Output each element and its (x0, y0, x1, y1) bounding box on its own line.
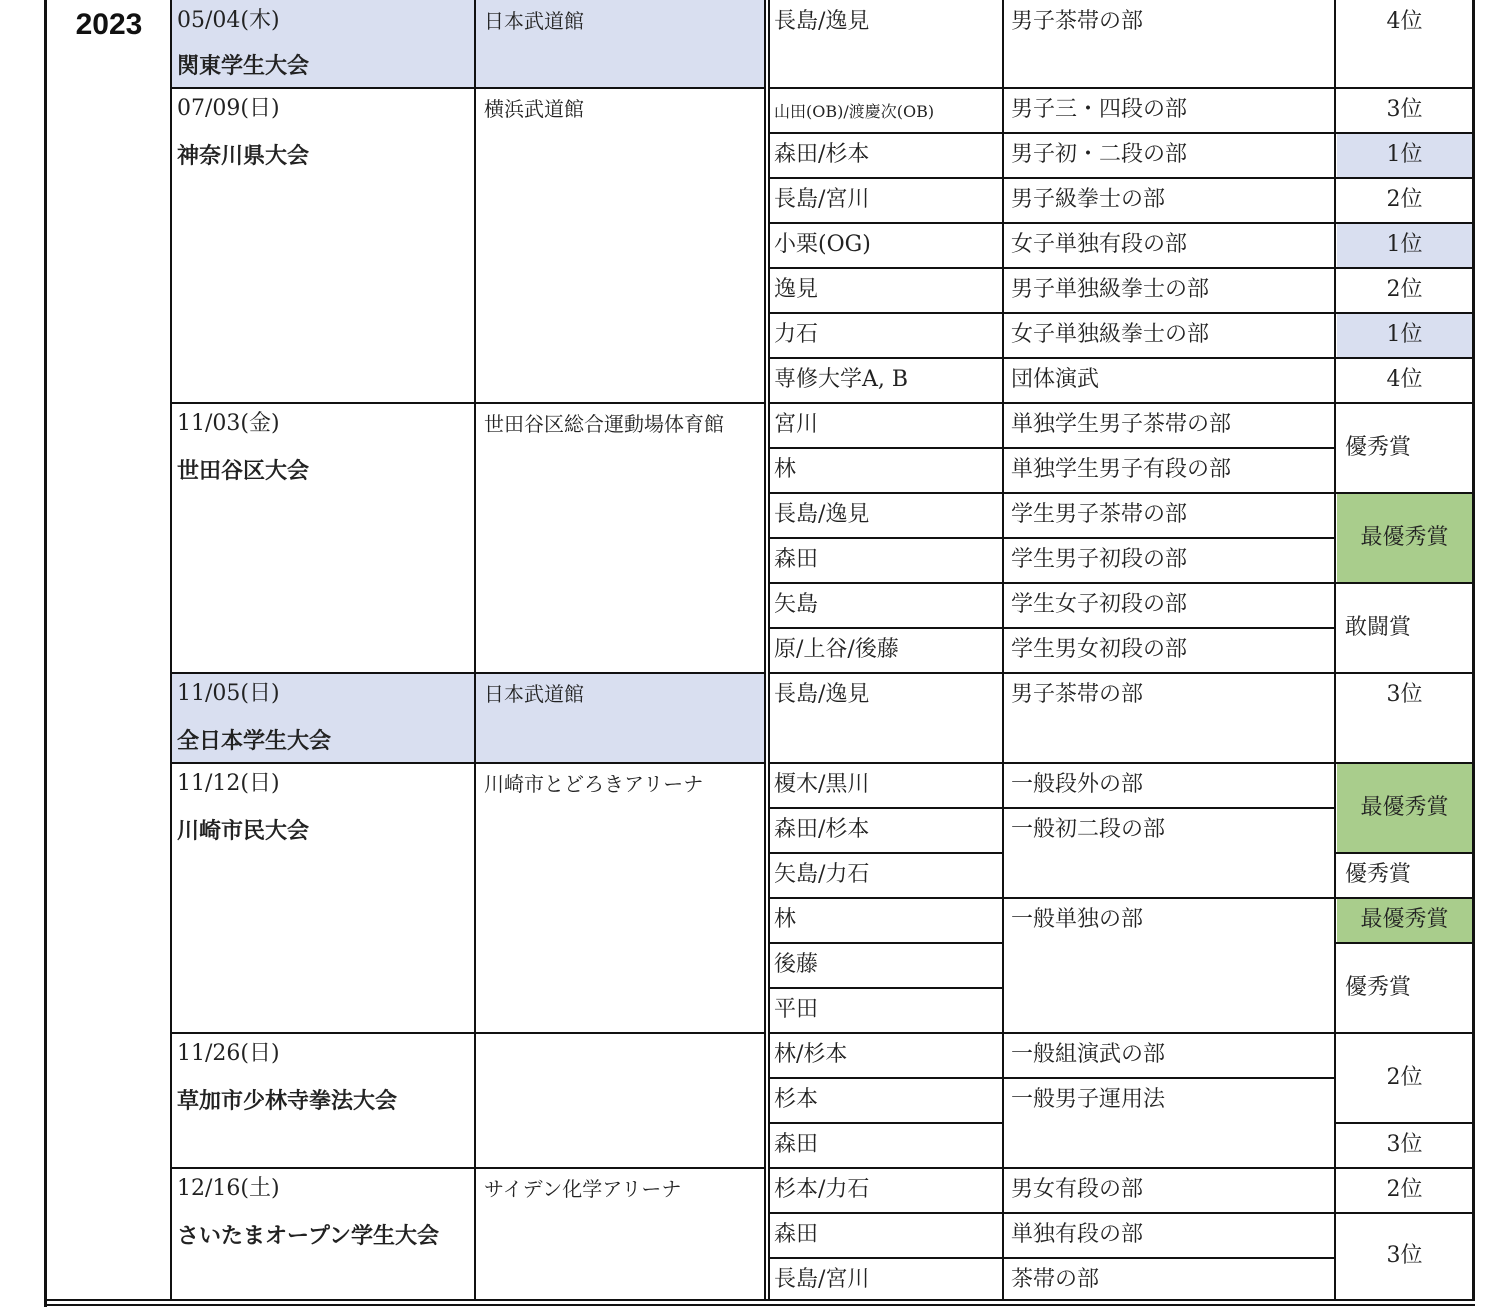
entry-members: 力石 (774, 322, 819, 347)
event-venue: 日本武道館 (476, 673, 765, 762)
grid-line (1004, 762, 1335, 764)
entry-division: 男子茶帯の部 (1011, 9, 1144, 34)
grid-line (171, 87, 766, 89)
entry-division: 茶帯の部 (1011, 1267, 1100, 1292)
entry-result: 敢闘賞 (1345, 614, 1412, 640)
grid-line (1336, 402, 1473, 404)
grid-line (1004, 1257, 1335, 1259)
entry-result: 1位 (1337, 133, 1472, 177)
entry-result: 2位 (1386, 187, 1423, 212)
event-name: 神奈川県大会 (177, 144, 310, 169)
entry-members: 平田 (774, 997, 819, 1022)
event-name: 川崎市民大会 (177, 819, 310, 844)
entry-members: 宮川 (774, 412, 819, 437)
entry-members: 森田/杉本 (774, 142, 870, 167)
entry-division: 一般男子運用法 (1011, 1087, 1166, 1112)
grid-line (1004, 177, 1335, 179)
grid-line (171, 402, 766, 404)
grid-line (1004, 402, 1335, 404)
grid-line (1336, 762, 1473, 764)
grid-line (770, 762, 1003, 764)
grid-line (770, 222, 1003, 224)
entry-result: 4位 (1386, 367, 1423, 392)
grid-line (1334, 0, 1336, 1300)
entry-result: 3位 (1386, 682, 1423, 707)
entry-division: 女子単独級拳士の部 (1011, 322, 1210, 347)
entry-result: 最優秀賞 (1337, 898, 1472, 942)
entry-members: 林/杉本 (774, 1042, 848, 1067)
grid-line (44, 1304, 1475, 1306)
grid-line (1004, 672, 1335, 674)
grid-line (1004, 1032, 1335, 1034)
entry-division: 女子単独有段の部 (1011, 232, 1188, 257)
grid-line (1336, 1167, 1473, 1169)
grid-line (474, 0, 476, 1300)
grid-line (1004, 267, 1335, 269)
grid-line (1004, 312, 1335, 314)
grid-line (768, 0, 770, 1300)
entry-division: 一般単独の部 (1011, 907, 1144, 932)
event-name: さいたまオープン学生大会 (177, 1224, 440, 1249)
year-label: 2023 (75, 8, 143, 41)
entry-members: 長島/逸見 (774, 502, 870, 527)
grid-line (1336, 672, 1473, 674)
entry-members: 榎木/黒川 (774, 772, 870, 797)
entry-division: 学生男子茶帯の部 (1011, 502, 1188, 527)
grid-line (171, 762, 766, 764)
entry-division: 男子単独級拳士の部 (1011, 277, 1210, 302)
grid-line (770, 942, 1003, 944)
grid-line (770, 1167, 1003, 1169)
entry-members: 矢島/力石 (774, 862, 870, 887)
event-venue: 世田谷区総合運動場体育館 (484, 412, 724, 436)
entry-result: 2位 (1386, 277, 1423, 302)
grid-line (1004, 807, 1335, 809)
grid-line (1004, 132, 1335, 134)
entry-result: 3位 (1386, 1243, 1423, 1268)
entry-members: 小栗(OG) (774, 232, 871, 257)
grid-line (770, 357, 1003, 359)
grid-line (44, 0, 47, 1307)
grid-line (770, 627, 1003, 629)
grid-line (770, 1122, 1003, 1124)
grid-line (1004, 1167, 1335, 1169)
grid-line (770, 492, 1003, 494)
entry-members: 長島/逸見 (774, 9, 870, 34)
grid-line (770, 897, 1003, 899)
event-date: 11/05(日) (171, 673, 475, 762)
event-venue: サイデン化学アリーナ (484, 1177, 682, 1201)
grid-line (770, 1257, 1003, 1259)
entry-division: 一般初二段の部 (1011, 817, 1166, 842)
entry-division: 男子茶帯の部 (1011, 682, 1144, 707)
grid-line (770, 672, 1003, 674)
grid-line (1336, 582, 1473, 584)
grid-line (764, 0, 766, 1300)
grid-line (770, 267, 1003, 269)
grid-line (770, 312, 1003, 314)
event-venue: 日本武道館 (476, 0, 765, 87)
grid-line (171, 1167, 766, 1169)
grid-line (1336, 177, 1473, 179)
grid-line (1336, 1212, 1473, 1214)
grid-line (1336, 87, 1473, 89)
grid-line (1004, 357, 1335, 359)
grid-line (1336, 222, 1473, 224)
grid-line (770, 1077, 1003, 1079)
entry-members: 矢島 (774, 592, 819, 617)
grid-line (770, 447, 1003, 449)
grid-line (770, 177, 1003, 179)
entry-members: 原/上谷/後藤 (774, 637, 899, 662)
event-venue: 川崎市とどろきアリーナ (484, 772, 704, 796)
entry-members: 山田(OB)/渡慶次(OB) (774, 102, 935, 121)
grid-line (171, 672, 766, 674)
grid-line (44, 1299, 1475, 1301)
entry-result: 優秀賞 (1345, 862, 1412, 887)
grid-line (1472, 0, 1475, 1300)
event-date: 12/16(土) (177, 1176, 280, 1201)
event-date: 05/04(木) (171, 0, 475, 87)
entry-members: 専修大学A, B (774, 367, 909, 392)
grid-line (1004, 492, 1335, 494)
entry-division: 単独学生男子茶帯の部 (1011, 412, 1232, 437)
event-name: 世田谷区大会 (177, 459, 310, 484)
event-date: 11/12(日) (177, 771, 280, 796)
entry-division: 一般段外の部 (1011, 772, 1144, 797)
grid-line (770, 87, 1003, 89)
entry-members: 後藤 (774, 952, 819, 977)
entry-result: 優秀賞 (1345, 974, 1412, 1000)
entry-members: 森田 (774, 547, 819, 572)
entry-division: 男子三・四段の部 (1011, 97, 1188, 122)
grid-line (770, 402, 1003, 404)
grid-line (1336, 312, 1473, 314)
grid-line (1004, 1077, 1335, 1079)
event-name: 関東学生大会 (177, 54, 310, 79)
entry-division: 単独有段の部 (1011, 1222, 1144, 1247)
grid-line (1004, 897, 1335, 899)
grid-line (1336, 1032, 1473, 1034)
entry-members: 林 (774, 907, 797, 932)
entry-members: 森田/杉本 (774, 817, 870, 842)
event-name: 草加市少林寺拳法大会 (177, 1089, 398, 1114)
grid-line (770, 1032, 1003, 1034)
entry-division: 一般組演武の部 (1011, 1042, 1166, 1067)
entry-members: 杉本/力石 (774, 1177, 870, 1202)
entry-members: 森田 (774, 1222, 819, 1247)
grid-line (770, 807, 1003, 809)
grid-line (1336, 1122, 1473, 1124)
grid-line (1004, 537, 1335, 539)
grid-line (770, 987, 1003, 989)
entry-members: 逸見 (774, 277, 819, 302)
entry-members: 長島/宮川 (774, 1267, 870, 1292)
event-name: 全日本学生大会 (177, 729, 332, 754)
entry-result: 最優秀賞 (1337, 763, 1472, 852)
grid-line (1336, 492, 1473, 494)
grid-line (770, 1212, 1003, 1214)
entry-members: 林 (774, 457, 797, 482)
entry-result: 優秀賞 (1345, 434, 1412, 460)
grid-line (170, 0, 172, 1300)
event-date: 11/03(金) (177, 411, 280, 436)
entry-division: 団体演武 (1011, 367, 1100, 392)
entry-members: 杉本 (774, 1087, 819, 1112)
grid-line (1004, 627, 1335, 629)
entry-division: 学生男女初段の部 (1011, 637, 1188, 662)
entry-result: 4位 (1386, 9, 1423, 34)
grid-line (1336, 942, 1473, 944)
grid-line (770, 852, 1003, 854)
entry-division: 男子級拳士の部 (1011, 187, 1166, 212)
event-date: 11/26(日) (177, 1041, 280, 1066)
entry-members: 森田 (774, 1132, 819, 1157)
entry-members: 長島/逸見 (774, 682, 870, 707)
grid-line (770, 582, 1003, 584)
grid-line (1004, 447, 1335, 449)
entry-result: 3位 (1386, 1132, 1423, 1157)
entry-result: 3位 (1386, 97, 1423, 122)
grid-line (1336, 132, 1473, 134)
grid-line (1004, 582, 1335, 584)
grid-line (770, 132, 1003, 134)
entry-division: 単独学生男子有段の部 (1011, 457, 1232, 482)
grid-line (1004, 1212, 1335, 1214)
entry-result: 1位 (1337, 223, 1472, 267)
entry-result: 最優秀賞 (1337, 493, 1472, 582)
grid-line (1336, 897, 1473, 899)
entry-result: 2位 (1386, 1177, 1423, 1202)
entry-result: 1位 (1337, 313, 1472, 357)
grid-line (1004, 222, 1335, 224)
grid-line (1004, 87, 1335, 89)
grid-line (1336, 852, 1473, 854)
entry-division: 学生男子初段の部 (1011, 547, 1188, 572)
event-date: 07/09(日) (177, 96, 280, 121)
entry-result: 2位 (1386, 1064, 1423, 1090)
entry-members: 長島/宮川 (774, 187, 870, 212)
grid-line (1336, 267, 1473, 269)
grid-line (171, 1032, 766, 1034)
event-venue: 横浜武道館 (484, 97, 584, 121)
entry-division: 男子初・二段の部 (1011, 142, 1188, 167)
grid-line (770, 537, 1003, 539)
entry-division: 学生女子初段の部 (1011, 592, 1188, 617)
grid-line (1002, 0, 1004, 1300)
entry-division: 男女有段の部 (1011, 1177, 1144, 1202)
grid-line (1336, 357, 1473, 359)
